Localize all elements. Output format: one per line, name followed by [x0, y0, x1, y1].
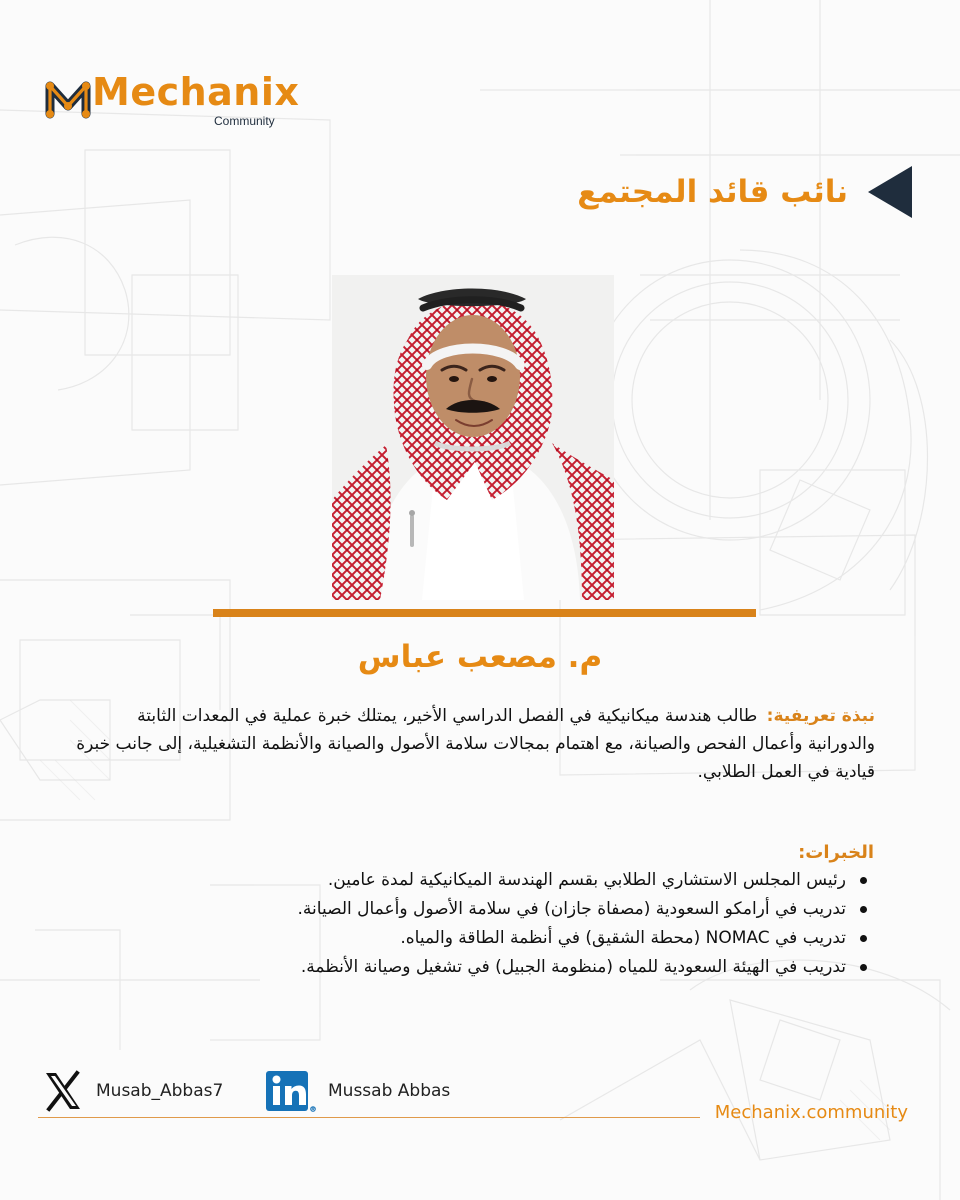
experience-item: تدريب في أرامكو السعودية (مصفاة جازان) في سلامة الأصول وأعمال الصيانة. — [86, 895, 846, 924]
linkedin-name: Mussab Abbas — [328, 1081, 451, 1101]
x-profile-link[interactable] — [42, 1070, 223, 1112]
person-name: م. مصعب عباس — [357, 639, 603, 675]
mechanix-logo — [40, 68, 300, 130]
x-handle: Musab_Abbas7 — [96, 1081, 224, 1101]
left-arrow-icon — [864, 164, 914, 220]
profile-photo — [332, 275, 614, 600]
experience-list — [86, 866, 874, 982]
experience-item: تدريب في NOMAC (محطة الشقيق) في أنظمة الطاقة والمياه. — [86, 924, 846, 953]
experience-title: الخبرات: — [798, 842, 874, 863]
bio-paragraph — [70, 702, 875, 786]
footer-divider — [38, 1117, 700, 1118]
mechanix-chain-logo-icon — [40, 70, 98, 128]
experience-item: رئيس المجلس الاستشاري الطلابي بقسم الهندسة الميكانيكية لمدة عامين. — [86, 866, 846, 895]
linkedin-profile-link[interactable] — [266, 1070, 450, 1112]
person-portrait-illustration — [332, 275, 614, 600]
brand-name: Mechanix — [92, 70, 300, 114]
linkedin-logo-icon — [266, 1070, 316, 1112]
orange-divider-under-photo — [213, 609, 756, 617]
website-link[interactable]: Mechanix.community — [714, 1102, 908, 1123]
bio-label: نبذة تعريفية: — [766, 706, 875, 726]
bio-text: طالب هندسة ميكانيكية في الفصل الدراسي الأخير، يمتلك خبرة عملية في المعدات الثابتة والدورانية وأعمال الفحص والصيانة، مع اهتمام بمجالات سلامة الأصول والصيانة والأنظمة التشغيلية، إلى جانب خبرة قيادية في العمل الطلابي. — [76, 706, 875, 782]
brand-subtitle: Community — [214, 114, 275, 128]
x-logo-icon — [42, 1070, 84, 1112]
experience-item: تدريب في الهيئة السعودية للمياه (منظومة الجبيل) في تشغيل وصيانة الأنظمة. — [86, 953, 846, 982]
role-title: نائب قائد المجتمع — [577, 174, 848, 210]
